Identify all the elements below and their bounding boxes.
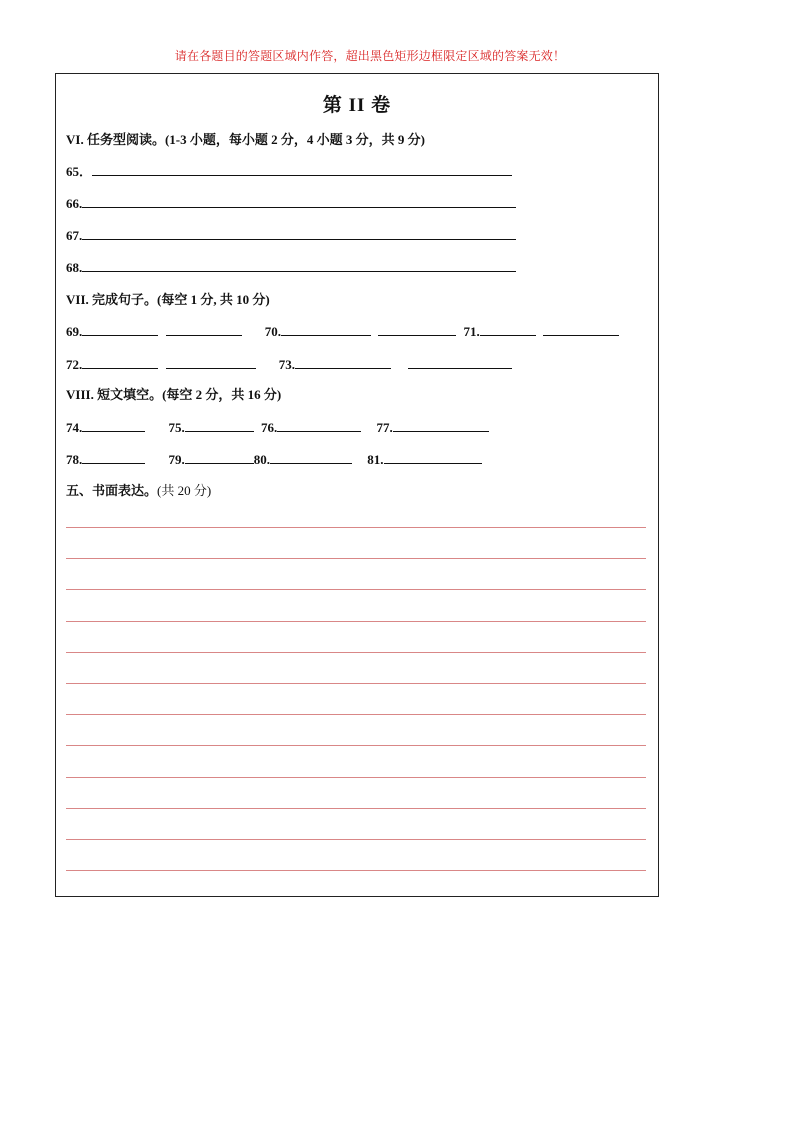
writing-line[interactable] (66, 527, 646, 528)
question-number: 66. (66, 196, 83, 211)
question-number: 75. (168, 420, 185, 435)
section8-row1 (66, 417, 489, 436)
answer-blank-80[interactable] (270, 449, 352, 464)
answer-blank-65[interactable] (92, 161, 512, 176)
writing-line[interactable] (66, 621, 646, 622)
answer-blank-73b[interactable] (408, 354, 512, 369)
answer-blank-71a[interactable] (480, 321, 536, 336)
section8-row2 (66, 449, 482, 468)
writing-line[interactable] (66, 777, 646, 778)
answer-blank-73a[interactable] (295, 354, 391, 369)
answer-blank-74[interactable] (82, 417, 145, 432)
answer-blank-69b[interactable] (166, 321, 242, 336)
writing-line[interactable] (66, 745, 646, 746)
section-title: 第 II 卷 (322, 95, 392, 116)
writing-line[interactable] (66, 683, 646, 684)
answer-66 (66, 193, 516, 212)
question-number: 78. (66, 452, 83, 467)
answer-67 (66, 225, 516, 244)
question-number: 81. (367, 452, 384, 467)
question-number: 73. (278, 357, 295, 372)
question-number: 72. (66, 357, 83, 372)
answer-blank-66[interactable] (82, 193, 516, 208)
writing-line[interactable] (66, 714, 646, 715)
question-number: 70. (264, 324, 281, 339)
question-number: 67. (66, 228, 83, 243)
writing-line[interactable] (66, 808, 646, 809)
answer-box (55, 73, 659, 897)
answer-blank-75[interactable] (185, 417, 254, 432)
answer-blank-77[interactable] (393, 417, 489, 432)
answer-blank-68[interactable] (82, 257, 516, 272)
section8-heading: VIII. 短文填空。(每空 2 分，共 16 分) (66, 387, 282, 402)
question-number: 71. (463, 324, 480, 339)
answer-blank-76[interactable] (277, 417, 361, 432)
section5-score-note: (共 20 分) (157, 483, 212, 498)
section5-heading-row (66, 480, 211, 499)
writing-line[interactable] (66, 870, 646, 871)
answer-blank-72b[interactable] (166, 354, 256, 369)
question-number: 74. (66, 420, 83, 435)
question-number: 80. (253, 452, 270, 467)
question-number: 68. (66, 260, 83, 275)
answer-68 (66, 257, 516, 276)
answer-blank-67[interactable] (82, 225, 516, 240)
writing-line[interactable] (66, 839, 646, 840)
answer-65 (66, 161, 512, 180)
answer-blank-72a[interactable] (82, 354, 158, 369)
section7-row2 (66, 354, 512, 373)
section7-row1 (66, 321, 619, 340)
question-number: 77. (376, 420, 393, 435)
question-number: 79. (168, 452, 185, 467)
section7-heading: VII. 完成句子。(每空 1 分, 共 10 分) (66, 292, 270, 307)
answer-blank-81[interactable] (384, 449, 482, 464)
answer-blank-79[interactable] (185, 449, 254, 464)
answer-blank-70a[interactable] (281, 321, 371, 336)
writing-line[interactable] (66, 589, 646, 590)
question-number: 65． (66, 164, 93, 179)
section6-heading: VI. 任务型阅读。(1-3 小题，每小题 2 分，4 小题 3 分，共 9 分) (66, 132, 425, 147)
answer-blank-71b[interactable] (543, 321, 619, 336)
question-number: 76. (261, 420, 278, 435)
warning-notice: 请在各题目的答题区域内作答，超出黑色矩形边框限定区域的答案无效！ (174, 49, 566, 63)
answer-blank-69a[interactable] (82, 321, 158, 336)
writing-line[interactable] (66, 652, 646, 653)
section5-heading: 五、书面表达。 (66, 483, 158, 498)
answer-blank-70b[interactable] (378, 321, 456, 336)
answer-blank-78[interactable] (82, 449, 145, 464)
writing-line[interactable] (66, 558, 646, 559)
question-number: 69. (66, 324, 83, 339)
